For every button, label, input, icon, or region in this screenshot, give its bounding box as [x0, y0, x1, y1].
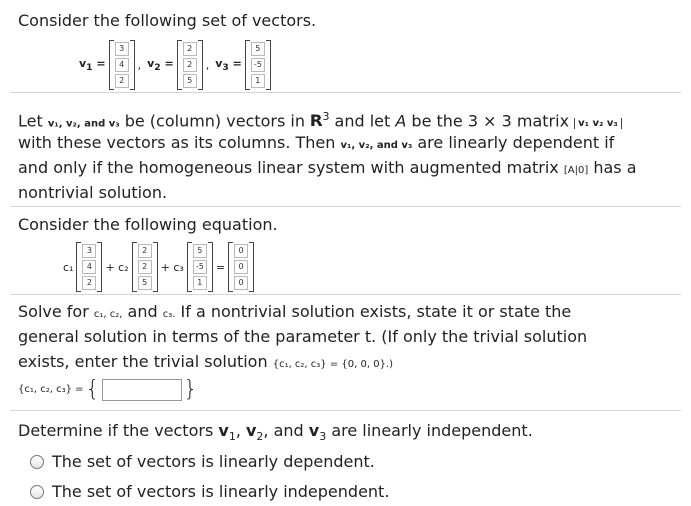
v2-label: $v_2$ = [147, 56, 174, 74]
vector-definitions: $v_1$ = 3 4 2 , $v_2$ = 2 2 5 , $v_3$ = 5 -5 1 [76, 40, 271, 90]
option-label: The set of vectors is linearly independent. [52, 482, 390, 501]
v2-entry: 5 [183, 74, 197, 88]
v1-entry: 3 [115, 42, 129, 56]
eq-vector-3-entry: -5 [193, 260, 207, 274]
radio-button[interactable] [30, 485, 44, 499]
section5-question: Determine if the vectors $v_1$, $v_2$, and $v_3$ are linearly independent. [18, 421, 533, 444]
v1-label: $v_1$ = [79, 56, 106, 74]
divider [10, 410, 681, 411]
v3-label: $v_3$ = [215, 56, 242, 74]
eq-vector-1-entry: 2 [82, 276, 96, 290]
eq-vector-2-entry: 2 [138, 244, 152, 258]
section2-line3: and only if the homogeneous linear system with augmented matrix [A|0] has a [18, 158, 637, 177]
section4-line3: exists, enter the trivial solution {c₁, c₂, c₃} = {0, 0, 0}.) [18, 352, 394, 371]
divider [10, 92, 681, 93]
answer-row [18, 377, 198, 402]
matrix-A-columns: v₁ v₂ v₃ [574, 118, 622, 129]
eq-vector-1-entry: 4 [82, 260, 96, 274]
radio-button[interactable] [30, 455, 44, 469]
vector-equation: c₁ 3 4 2 + c₂ 2 2 5 + c₃ 5 -5 1 = 0 0 0 [60, 242, 254, 292]
v1-entry: 2 [115, 74, 129, 88]
augmented-matrix: [A|0] [563, 165, 589, 176]
solution-input[interactable] [102, 379, 182, 401]
zero-vector-entry: 0 [234, 244, 248, 258]
eq-vector-3-entry: 5 [193, 244, 207, 258]
zero-vector [228, 242, 254, 292]
option-independent[interactable] [30, 482, 389, 501]
v2-entry: 2 [183, 42, 197, 56]
section4-line2: general solution in terms of the parameter t. (If only the trivial solution [18, 327, 588, 346]
section2-line1: Let v₁, v₂, and v₃ be (column) vectors in $R^3$ and let A be the 3 × 3 matrix v₁ v₂ v₃ [18, 104, 622, 136]
divider [10, 206, 681, 207]
eq-vector-2-entry: 5 [138, 276, 152, 290]
option-dependent[interactable] [30, 452, 375, 471]
brace-close: } [183, 377, 198, 402]
divider [10, 294, 681, 295]
eq-vector-1-entry: 3 [82, 244, 96, 258]
eq-vector-1 [76, 242, 102, 292]
v2-entry: 2 [183, 58, 197, 72]
coeff-c2: + c₂ [105, 260, 129, 274]
v2-vector [177, 40, 203, 90]
zero-vector-entry: 0 [234, 276, 248, 290]
v1-entry: 4 [115, 58, 129, 72]
section1-heading: Consider the following set of vectors. [18, 11, 317, 30]
coeff-c1: c₁ [63, 260, 74, 274]
eq-vector-3 [187, 242, 213, 292]
coeff-c3: + c₃ [160, 260, 184, 274]
section2-line4: nontrivial solution. [18, 183, 168, 202]
v3-entry: 1 [251, 74, 265, 88]
section2-line2: with these vectors as its columns. Then v₁, v₂, and v₃ are linearly dependent if [18, 133, 615, 152]
eq-vector-2-entry: 2 [138, 260, 152, 274]
eq-vector-2 [132, 242, 158, 292]
v1-vector [109, 40, 135, 90]
v3-entry: 5 [251, 42, 265, 56]
answer-label: {c₁, c₂, c₃} = [18, 384, 84, 395]
zero-vector-entry: 0 [234, 260, 248, 274]
brace-open: { [85, 377, 100, 402]
v3-entry: -5 [251, 58, 265, 72]
section3-heading: Consider the following equation. [18, 215, 278, 234]
v3-vector [245, 40, 271, 90]
eq-vector-3-entry: 1 [193, 276, 207, 290]
section4-line1: Solve for c₁, c₂, and c₃. If a nontrivial solution exists, state it or state the [18, 302, 572, 321]
option-label: The set of vectors is linearly dependent. [52, 452, 375, 471]
